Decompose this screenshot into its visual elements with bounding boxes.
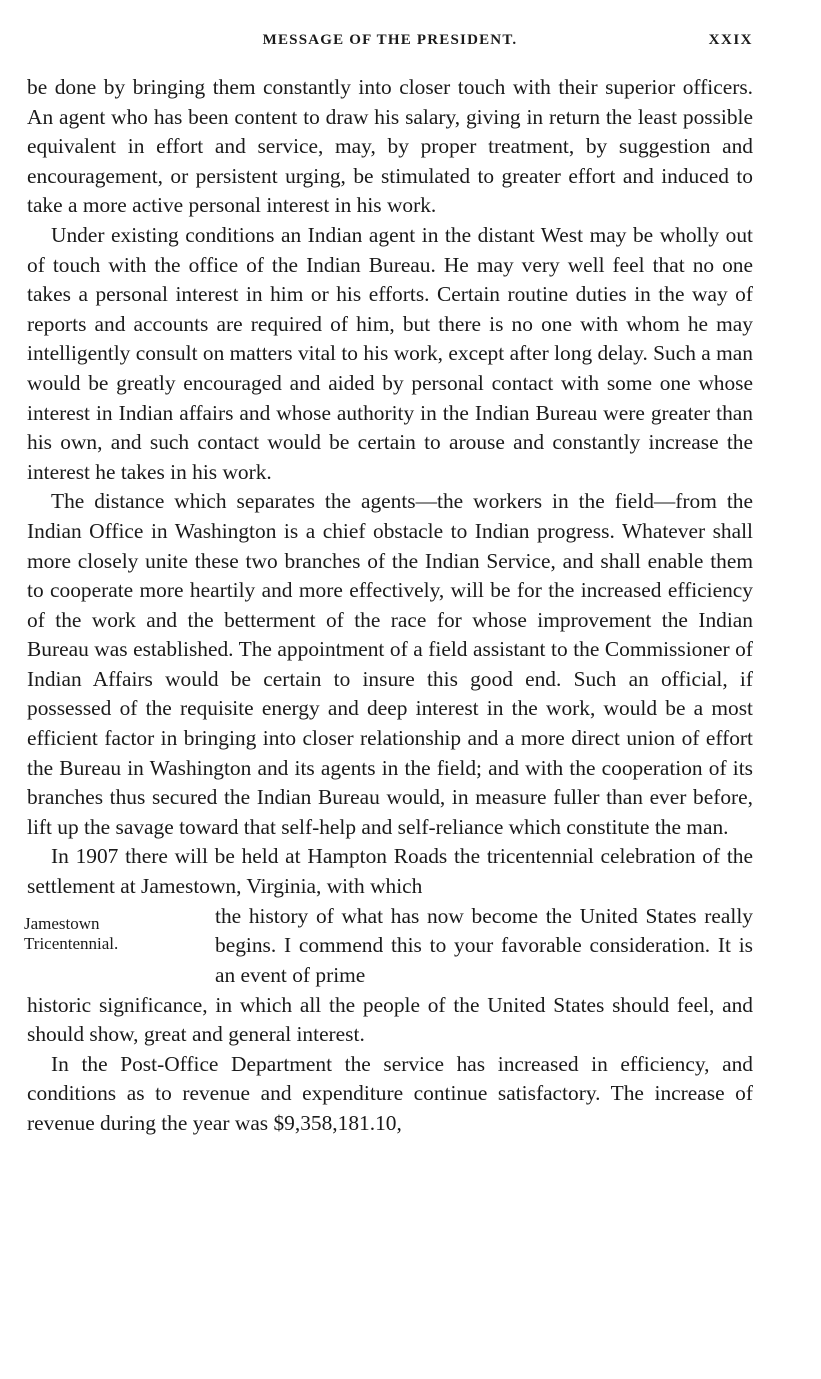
paragraph-continued: be done by bringing them constantly into closer touch with their superior officers. An agent who has been content to draw his salary, giving in return the least possible equivalent in effort and service, may, by proper treatment, by suggestion and encouragement, or persistent urging, be stimulated to greater effort and induced to take a more active personal interest in his work. bbox=[27, 75, 753, 218]
page-number: XXIX bbox=[708, 32, 753, 48]
margin-note: Jamestown Tricentennial. bbox=[24, 913, 119, 953]
sidenote-block bbox=[24, 902, 753, 991]
paragraph-jamestown-side: the history of what has now become the United States really begins. I commend this to your favorable consideration. It is an event of prime bbox=[215, 903, 753, 987]
running-head: MESSAGE OF THE PRESIDENT. bbox=[262, 32, 518, 48]
paragraph-post-office: In the Post-Office Department the service has increased in efficiency, and conditions as to revenue and expenditure continue satisfactory. The increase of revenue during the year was $9,358,181.10, bbox=[27, 1051, 753, 1135]
paragraph-agents: Under existing conditions an Indian agent in the distant West may be wholly out of touch with the office of the Indian Bureau. He may very well feel that no one takes a personal interest in him or his efforts. Certain routine duties in the way of reports and accounts are required of him, but there is no one with whom he may intelligently consult on matters vital to his work, except after long delay. Such a man would be greatly encouraged and aided by personal contact with some one whose interest in Indian affairs and whose authority in the Indian Bureau were greater than his own, and such contact would be certain to arouse and constantly increase the interest he takes in his work. bbox=[27, 222, 753, 484]
page-header bbox=[0, 32, 821, 54]
body-text bbox=[24, 73, 753, 1139]
paragraph-jamestown-end: historic significance, in which all the people of the United States should feel, and should show, great and general interest. bbox=[27, 992, 753, 1047]
paragraph-jamestown-intro: In 1907 there will be held at Hampton Roads the tricentennial celebration of the settlement at Jamestown, Virginia, with which bbox=[27, 844, 753, 899]
paragraph-distance: The distance which separates the agents—the workers in the field—from the Indian Office in Washington is a chief obstacle to Indian progress. Whatever shall more closely unite these two branches of the Indian Service, and shall enable them to cooperate more heartily and more effectively, will be for the increased efficiency of the work and the betterment of the race for whose improvement the Indian Bureau was established. The appointment of a field assistant to the Commissioner of Indian Affairs would be certain to insure this good end. Such an official, if possessed of the requisite energy and deep interest in the work, would be a most efficient factor in bringing into closer relationship and a more direct union of effort the Bureau in Washington and its agents in the field; and with the cooperation of its branches thus secured the Indian Bureau would, in measure fuller than ever before, lift up the savage toward that self-help and self-reliance which constitute the man. bbox=[27, 489, 753, 839]
